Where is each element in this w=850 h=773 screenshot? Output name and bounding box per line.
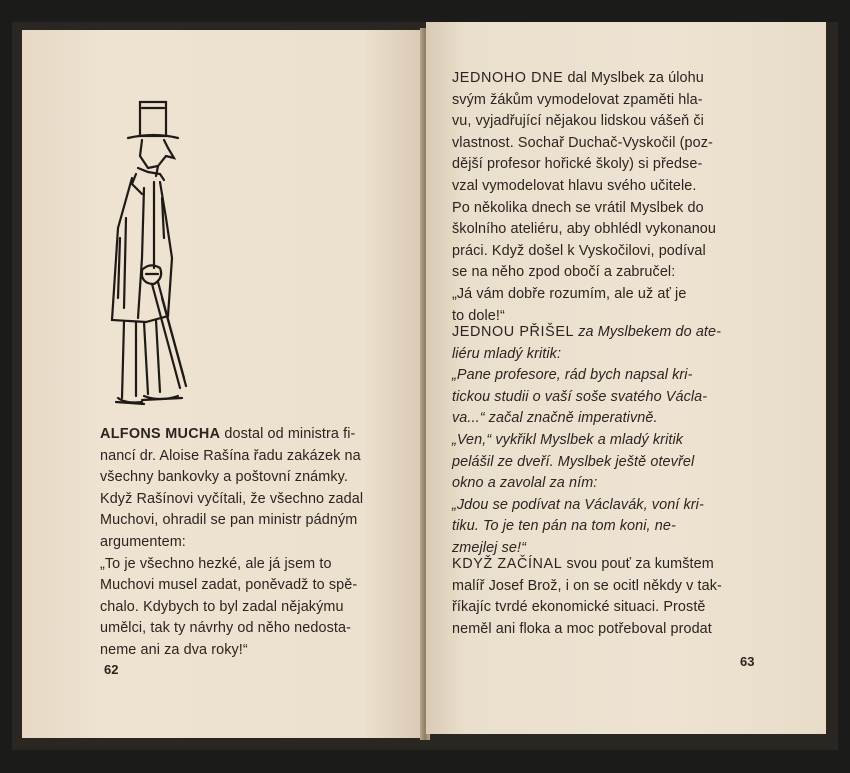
text-line: dal Myslbek za úlohu — [563, 70, 704, 86]
text-line: chalo. Kdybych to byl zadal nějakýmu — [100, 598, 344, 615]
story-myslbek-critic — [452, 322, 782, 560]
story-lead: ALFONS MUCHA — [100, 426, 221, 442]
page-number: 63 — [740, 654, 755, 669]
text-line: Muchovi musel zadat, poněvadž to spě- — [100, 577, 358, 594]
text-line: nancí dr. Aloise Rašína řadu zakázek na — [100, 447, 361, 464]
gentleman-illustration — [102, 98, 202, 418]
text-line: školního ateliéru, aby obhlédl vykonanou — [452, 221, 717, 238]
text-line: zmejlej se!“ — [452, 539, 526, 556]
story-broz — [452, 554, 792, 640]
text-line: malíř Josef Brož, i on se ocitl někdy v tak- — [452, 577, 722, 594]
left-page — [22, 30, 424, 738]
text-line: neměl ani floka a moc potřeboval prodat — [452, 620, 712, 637]
text-line: umělci, tak ty návrhy od něho nedosta- — [100, 620, 351, 637]
text-line: to dole!“ — [452, 307, 505, 324]
text-line: „Ven,“ vykřikl Myslbek a mladý kritik — [452, 431, 684, 448]
text-line: vzal vymodelovat hlavu svého učitele. — [452, 177, 697, 194]
story-myslbek-head — [452, 68, 782, 327]
story-mucha — [100, 424, 400, 662]
text-line: Muchovi, ohradil se pan ministr pádným — [100, 512, 358, 529]
text-line: práci. Když došel k Vyskočilovi, podíval — [452, 242, 706, 259]
right-page — [426, 22, 826, 734]
text-line: „To je všechno hezké, ale já jsem to — [100, 555, 332, 572]
text-line: va...“ začal značně imperativně. — [452, 410, 658, 427]
text-line: dostal od ministra fi- — [220, 426, 356, 442]
page-number: 62 — [104, 662, 119, 677]
text-line: svým žákům vymodelovat zpaměti hla- — [452, 91, 703, 108]
text-line: pelášil ze dveří. Myslbek ještě otevřel — [452, 453, 695, 470]
text-line: liéru mladý kritik: — [452, 345, 562, 362]
text-line: říkajíc tvrdé ekonomické situaci. Prostě — [452, 599, 706, 616]
text-line: „Já vám dobře rozumím, ale už ať je — [452, 285, 687, 302]
text-line: vlastnost. Sochař Duchač-Vyskočil (poz- — [452, 134, 713, 151]
text-line: Po několika dnech se vrátil Myslbek do — [452, 199, 704, 216]
text-line: neme ani za dva roky!“ — [100, 641, 248, 658]
text-line: argumentem: — [100, 533, 186, 550]
text-line: „Jdou se podívat na Václavák, voní kri- — [452, 496, 704, 513]
story-lead: JEDNOHO DNE — [452, 70, 564, 86]
text-line: tickou studii o vaší soše svatého Václa- — [452, 388, 708, 405]
text-line: vu, vyjadřující nějakou lidskou vášeň či — [452, 113, 704, 130]
story-lead: KDYŽ ZAČÍNAL — [452, 556, 563, 572]
text-line: se na něho zpod obočí a zabručel: — [452, 264, 676, 281]
text-line: Když Rašínovi vyčítali, že všechno zadal — [100, 490, 364, 507]
text-line: tiku. To je ten pán na tom koni, ne- — [452, 518, 676, 535]
text-line: za Myslbekem do ate- — [574, 324, 722, 340]
text-line: dější profesor hořické školy) si předse- — [452, 156, 703, 173]
text-line: všechny bankovky a poštovní známky. — [100, 469, 348, 486]
text-line: „Pane profesore, rád bych napsal kri- — [452, 367, 693, 384]
story-lead: JEDNOU PŘIŠEL — [452, 324, 575, 340]
text-line: okno a zavolal za ním: — [452, 475, 598, 492]
text-line: svou pouť za kumštem — [562, 556, 714, 572]
